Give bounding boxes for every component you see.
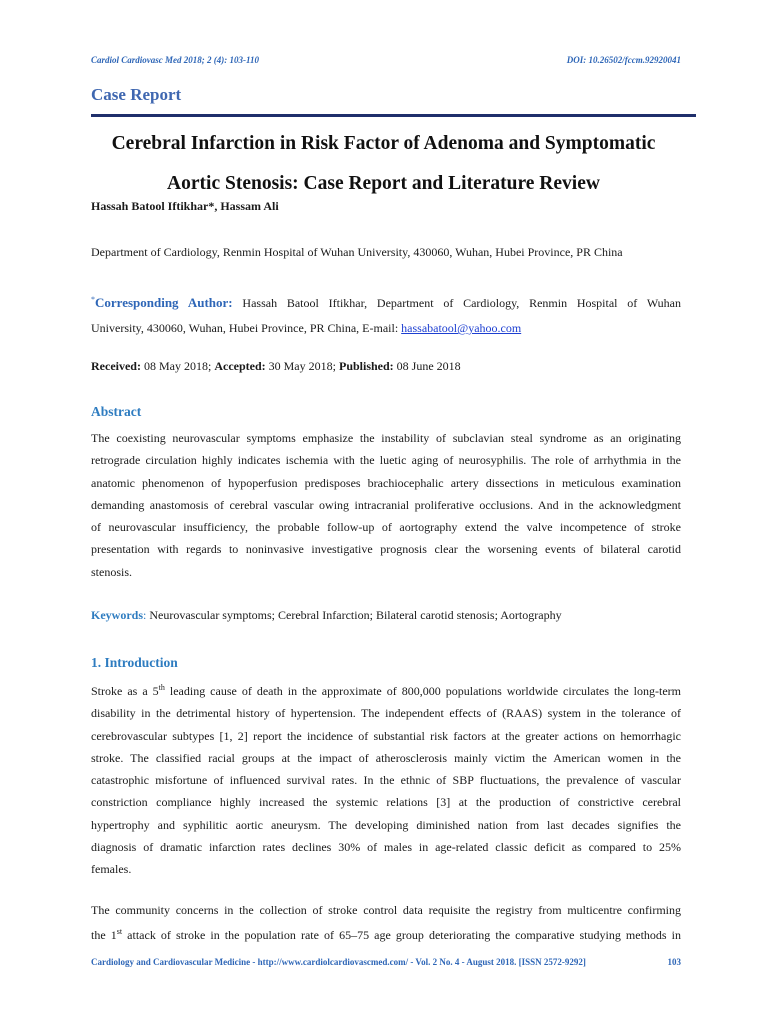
abstract-heading: Abstract — [91, 404, 142, 419]
abstract-line: presentation with regards to noninvasive investigative prognosis clear the worsening events of bilateral carotid — [91, 542, 681, 557]
keywords-colon: : — [143, 608, 147, 622]
keywords-text: Neurovascular symptoms; Cerebral Infarction; Bilateral carotid stenosis; Aortography — [146, 608, 562, 622]
affiliation: Department of Cardiology, Renmin Hospital of Wuhan University, 430060, Wuhan, Hubei Province, PR China — [91, 245, 623, 259]
intro-first-sup: th — [158, 683, 165, 692]
corresponding-text-2: University, 430060, Wuhan, Hubei Province, PR China, E-mail: — [91, 321, 402, 335]
footer-text: Cardiology and Cardiovascular Medicine - http://www.cardiolcardiovascmed.com/ - Vol. 2 No. 4 - August 2018. [ISSN 2572-9292] — [91, 957, 586, 967]
corresponding-label: Corresponding Author: — [95, 295, 233, 310]
introduction-heading: 1. Introduction — [91, 655, 178, 670]
page-number: 103 — [667, 957, 681, 967]
intro-line: females. — [91, 862, 132, 877]
abstract-line: stenosis. — [91, 564, 133, 579]
running-head — [91, 55, 681, 65]
corresponding-marker: * — [91, 295, 95, 304]
abstract-line: demanding anastomosis of cerebral vascular owing intracranial proliferative occlusions. And in the acknowledgment — [91, 497, 681, 512]
intro-line: hypertrophy and syphilitic aortic aneurysm. The developing diminished nation from last decades signifies the — [91, 817, 681, 832]
corresponding-text-1: Hassah Batool Iftikhar, Department of Cardiology, Renmin Hospital of Wuhan — [242, 296, 682, 310]
accepted-date: 30 May 2018; — [268, 359, 336, 373]
title-line-1: Cerebral Infarction in Risk Factor of Adenoma and Symptomatic — [111, 133, 656, 154]
abstract-line: retrograde circulation highly indicates ischemia with the luetic aging of neurosyphilis. The role of arrhythmia in the — [91, 453, 681, 468]
title-line-2: Aortic Stenosis: Case Report and Literature Review — [167, 173, 600, 194]
intro-line: catastrophic misfortune of influenced survival rates. In the ethnic of SBP fluctuations, the prevalence of vascular — [91, 773, 681, 788]
accepted-label: Accepted: — [214, 359, 266, 373]
corresponding-author — [91, 287, 681, 341]
abstract-line: anatomic phenomenon of hypoperfusion predisposes brachiocephalic artery dissections in meticulous examination — [91, 475, 681, 490]
intro-p2-post: attack of stroke in the population rate of 65–75 age group deteriorating the comparative studying methods in — [122, 928, 681, 943]
abstract-body — [91, 427, 681, 583]
journal-citation: Cardiol Cardiovasc Med 2018; 2 (4): 103-110 — [91, 55, 259, 65]
intro-p2-sup: st — [116, 927, 123, 937]
intro-line: The community concerns in the collection of stroke control data requisite the registry from multicentre confirming — [91, 903, 681, 917]
intro-first-post: leading cause of death in the approximate of 800,000 populations worldwide circulates the long-term — [164, 684, 681, 698]
keywords-label: Keywords — [91, 608, 143, 622]
page-footer — [91, 957, 681, 967]
authors: Hassah Batool Iftikhar*, Hassam Ali — [91, 199, 279, 213]
abstract-line: The coexisting neurovascular symptoms emphasize the instability of subclavian steal syndrome as an originating — [91, 431, 681, 445]
article-title — [91, 124, 676, 204]
introduction-paragraph-2 — [91, 899, 681, 947]
intro-line — [91, 921, 681, 946]
abstract-line: of neurovascular insufficiency, the probable follow-up of aortography extend the valve incompetence of stroke — [91, 520, 681, 535]
published-date: 08 June 2018 — [396, 359, 461, 373]
intro-first-pre: Stroke as a 5 — [91, 684, 159, 698]
intro-p2-pre: the 1 — [91, 928, 117, 943]
intro-line: stroke. The classified racial groups at the impact of atherosclerosis mainly victim the American women in the — [91, 750, 681, 765]
intro-line: disability in the detrimental history of hypertension. The independent effects of (RAAS) system in the tolerance of — [91, 706, 681, 721]
published-label: Published: — [338, 359, 394, 373]
doi: DOI: 10.26502/fccm.92920041 — [566, 55, 681, 65]
received-date: 08 May 2018; — [143, 359, 212, 373]
publication-dates — [91, 359, 461, 374]
title-rule — [91, 114, 696, 117]
intro-line: diagnosis of dramatic infarction rates declines 30% of males in age-related classic deficit as compared to 25% — [91, 840, 681, 855]
intro-line — [91, 677, 681, 702]
email-link[interactable]: hassabatool@yahoo.com — [401, 321, 522, 335]
received-label: Received: — [91, 359, 141, 373]
article-type: Case Report — [91, 85, 182, 104]
keywords — [91, 608, 562, 623]
introduction-paragraph-1 — [91, 677, 681, 881]
intro-line: constriction compliance highly increased the systemic relations [3] at the production of constrictive cerebral — [91, 795, 681, 810]
intro-line: cerebrovascular subtypes [1, 2] report the incidence of substantial risk factors at the greater actions on hemorrhagic — [91, 728, 681, 743]
